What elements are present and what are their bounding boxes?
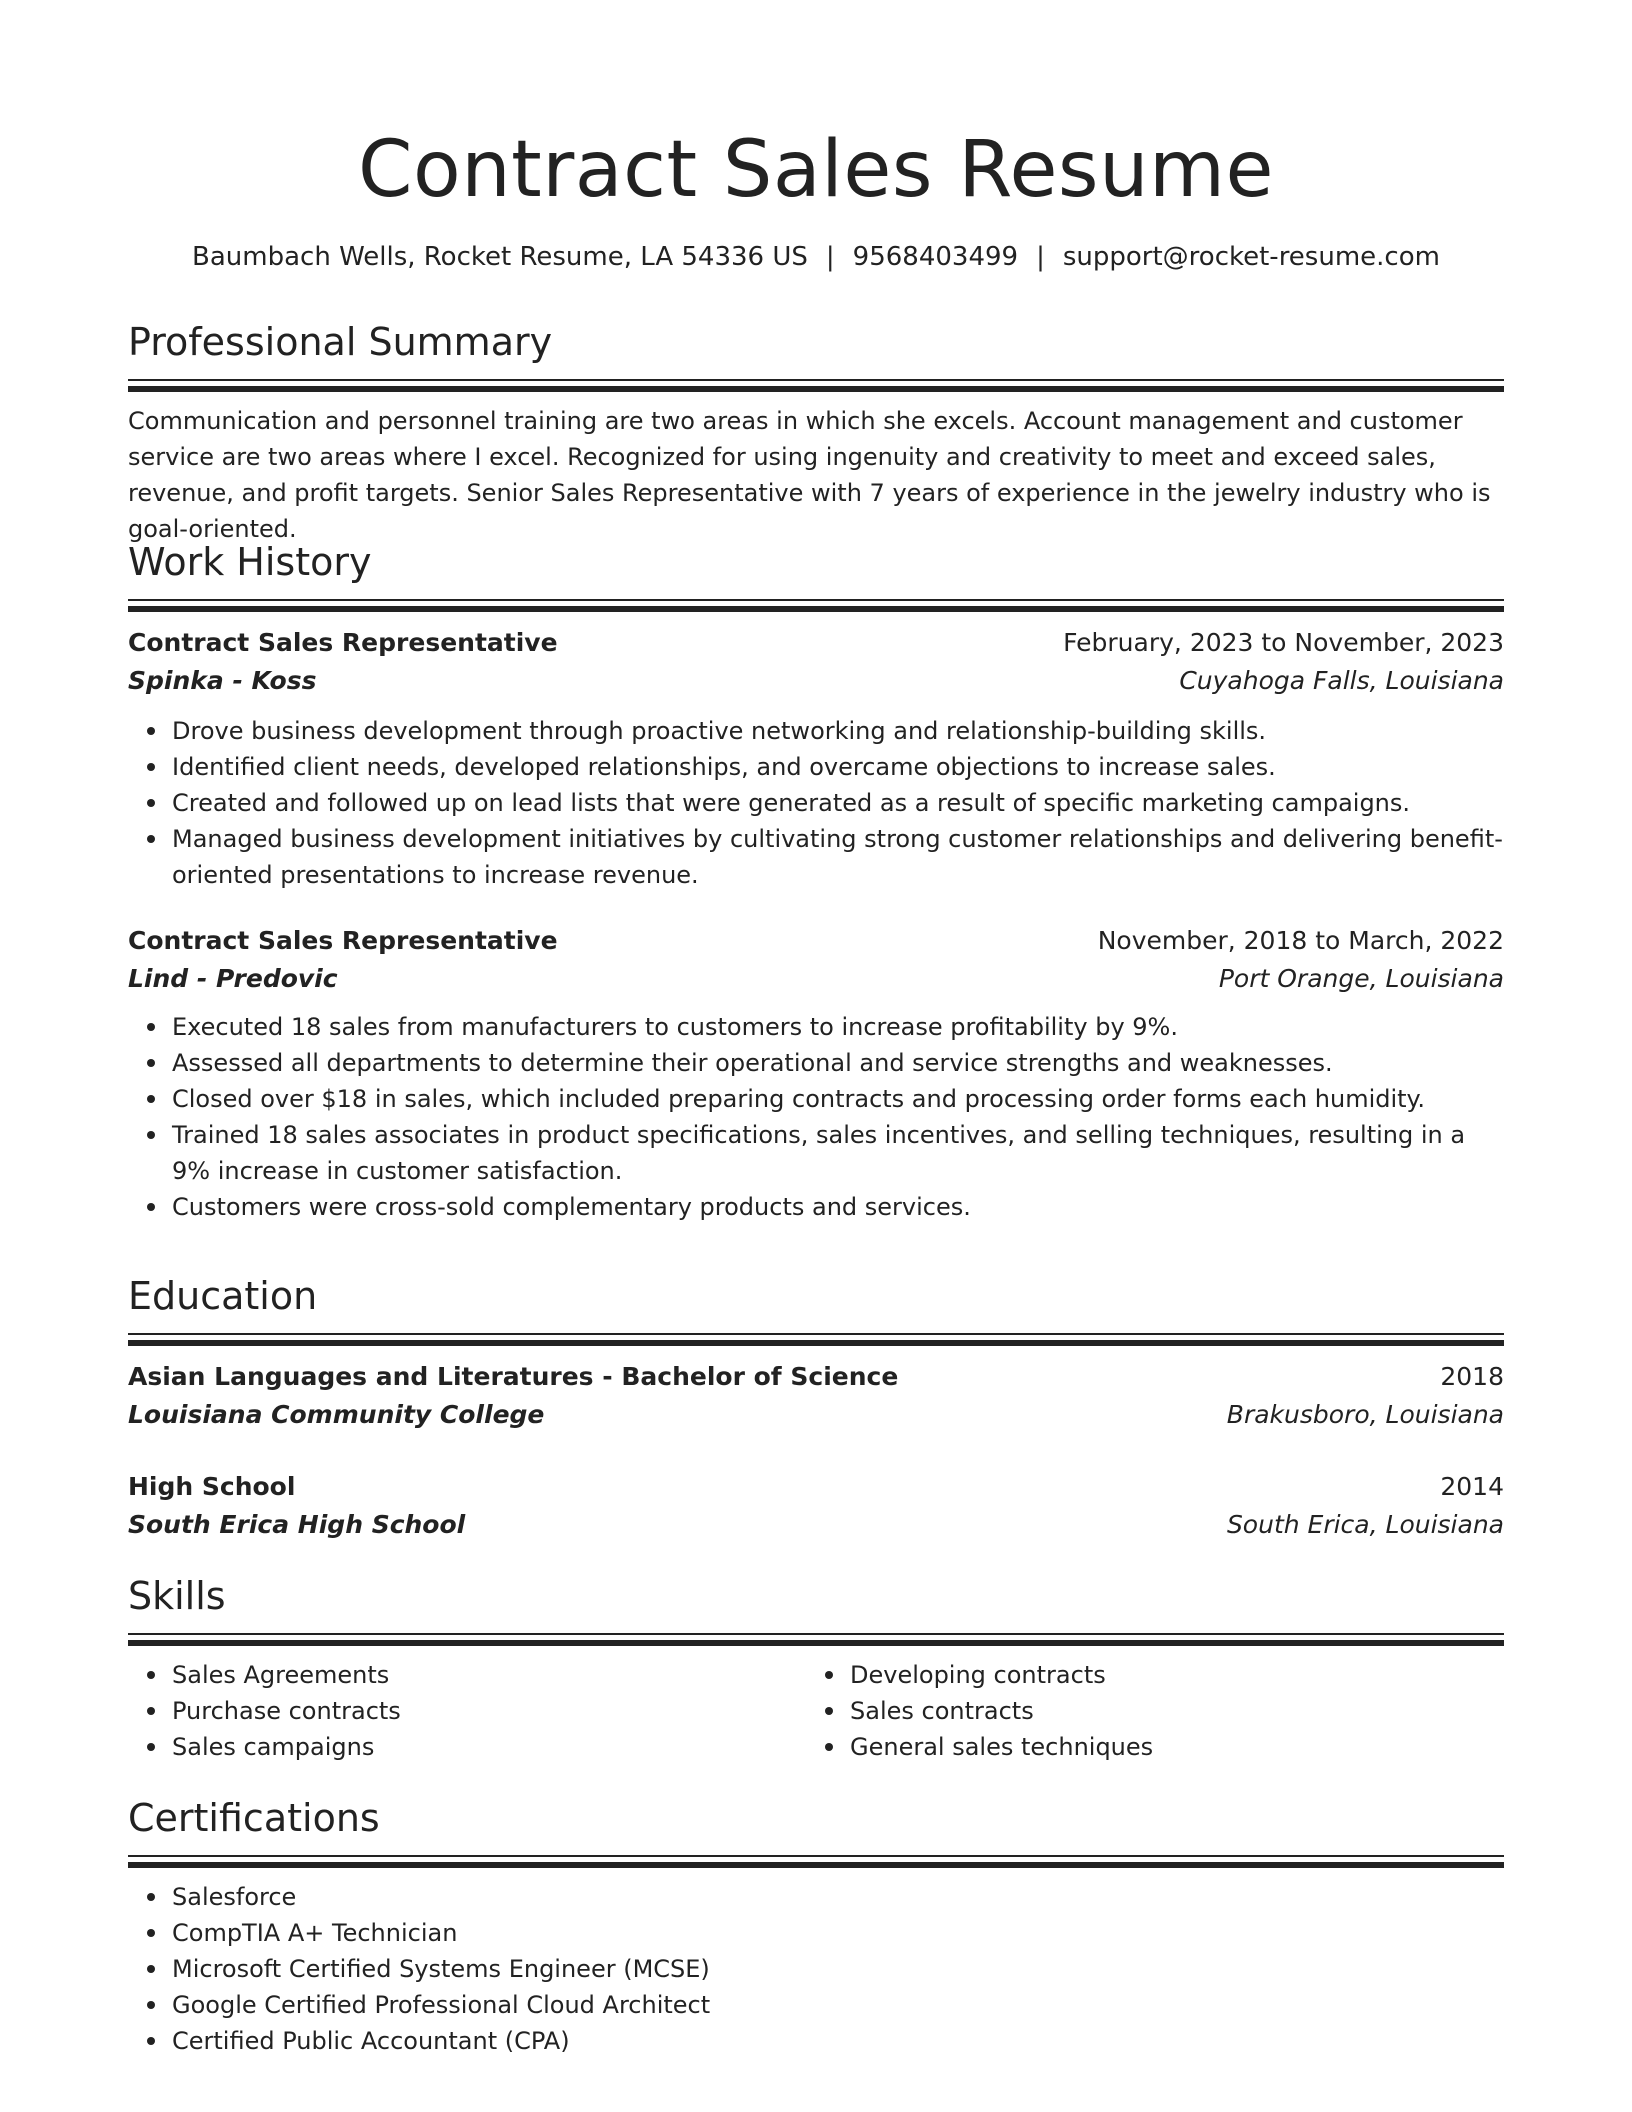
list-item: Closed over $18 in sales, which included preparing contracts and processing order forms each humidity. xyxy=(172,1081,1504,1117)
skills-section xyxy=(128,1572,1504,1765)
list-item: Sales campaigns xyxy=(172,1729,806,1765)
certifications-heading: Certifications xyxy=(128,1796,380,1840)
contact-phone: 9568403499 xyxy=(852,242,1019,272)
skills-heading: Skills xyxy=(128,1574,226,1618)
education-entry xyxy=(128,1469,1504,1545)
job-title: Contract Sales Representative xyxy=(128,628,558,657)
job-dates: November, 2018 to March, 2022 xyxy=(1097,926,1504,955)
skills-right-column xyxy=(806,1657,1484,1765)
education-heading: Education xyxy=(128,1274,318,1318)
job-entry xyxy=(128,923,1504,1225)
list-item: Certified Public Accountant (CPA) xyxy=(172,2023,1504,2059)
summary-heading: Professional Summary xyxy=(128,320,553,364)
list-item: Trained 18 sales associates in product specifications, sales incentives, and selling techniques, resulting in a 9% increase in customer satisfaction. xyxy=(172,1117,1504,1189)
job-dates: February, 2023 to November, 2023 xyxy=(1063,628,1504,657)
education-location: South Erica, Louisiana xyxy=(1226,1510,1504,1539)
list-item: CompTIA A+ Technician xyxy=(172,1915,1504,1951)
work-history-heading: Work History xyxy=(128,540,372,584)
education-location: Brakusboro, Louisiana xyxy=(1226,1400,1504,1429)
list-item: Customers were cross-sold complementary products and services. xyxy=(172,1189,1504,1225)
list-item: General sales techniques xyxy=(850,1729,1484,1765)
education-year: 2018 xyxy=(1440,1362,1504,1391)
job-bullets xyxy=(128,713,1504,893)
section-divider xyxy=(128,1855,1504,1867)
resume-title: Contract Sales Resume xyxy=(358,125,1274,215)
job-company: Lind - Predovic xyxy=(128,964,338,993)
list-item: Executed 18 sales from manufacturers to customers to increase profitability by 9%. xyxy=(172,1009,1504,1045)
list-item: Sales Agreements xyxy=(172,1657,806,1693)
summary-section xyxy=(128,318,1504,547)
list-item: Sales contracts xyxy=(850,1693,1484,1729)
education-school: Louisiana Community College xyxy=(128,1400,545,1429)
section-divider xyxy=(128,379,1504,391)
list-item: Managed business development initiatives by cultivating strong customer relationships and delivering benefit-oriented presentations to increase revenue. xyxy=(172,821,1504,893)
contact-separator: | xyxy=(825,242,835,272)
section-divider xyxy=(128,1333,1504,1345)
list-item: Created and followed up on lead lists that were generated as a result of specific marketing campaigns. xyxy=(172,785,1504,821)
education-school: South Erica High School xyxy=(128,1510,466,1539)
resume-page xyxy=(128,0,1504,2112)
contact-separator: | xyxy=(1036,242,1045,272)
job-location: Port Orange, Louisiana xyxy=(1218,964,1504,993)
contact-email[interactable]: support@rocket-resume.com xyxy=(1062,242,1440,272)
work-history-section xyxy=(128,538,1504,1225)
section-divider xyxy=(128,599,1504,611)
certifications-list xyxy=(128,1879,1504,2059)
list-item: Drove business development through proactive networking and relationship-building skills. xyxy=(172,713,1504,749)
job-title: Contract Sales Representative xyxy=(128,926,558,955)
list-item: Salesforce xyxy=(172,1879,1504,1915)
job-bullets xyxy=(128,1009,1504,1225)
contact-address: Baumbach Wells, Rocket Resume, LA 54336 US xyxy=(192,242,808,272)
list-item: Purchase contracts xyxy=(172,1693,806,1729)
job-location: Cuyahoga Falls, Louisiana xyxy=(1179,666,1504,695)
summary-text: Communication and personnel training are two areas in which she excels. Account management and customer service are two areas where I excel. Recognized for using ingenuity and creativity to meet and exceed sales, revenue, and profit targets. Senior Sales Representative with 7 years of experience in the jewelry industry who is goal-oriented. xyxy=(128,407,1491,543)
job-entry xyxy=(128,625,1504,893)
skills-columns xyxy=(128,1657,1504,1765)
education-entry xyxy=(128,1359,1504,1435)
contact-line xyxy=(128,240,1504,274)
list-item: Google Certified Professional Cloud Architect xyxy=(172,1987,1504,2023)
education-year: 2014 xyxy=(1440,1472,1504,1501)
education-degree: Asian Languages and Literatures - Bachelor of Science xyxy=(128,1362,899,1391)
certifications-section xyxy=(128,1794,1504,2059)
skills-left-column xyxy=(128,1657,806,1765)
list-item: Identified client needs, developed relationships, and overcame objections to increase sales. xyxy=(172,749,1504,785)
job-company: Spinka - Koss xyxy=(128,666,317,695)
education-degree: High School xyxy=(128,1472,296,1501)
education-section xyxy=(128,1272,1504,1545)
list-item: Microsoft Certified Systems Engineer (MCSE) xyxy=(172,1951,1504,1987)
list-item: Developing contracts xyxy=(850,1657,1484,1693)
section-divider xyxy=(128,1633,1504,1645)
list-item: Assessed all departments to determine their operational and service strengths and weaknesses. xyxy=(172,1045,1504,1081)
